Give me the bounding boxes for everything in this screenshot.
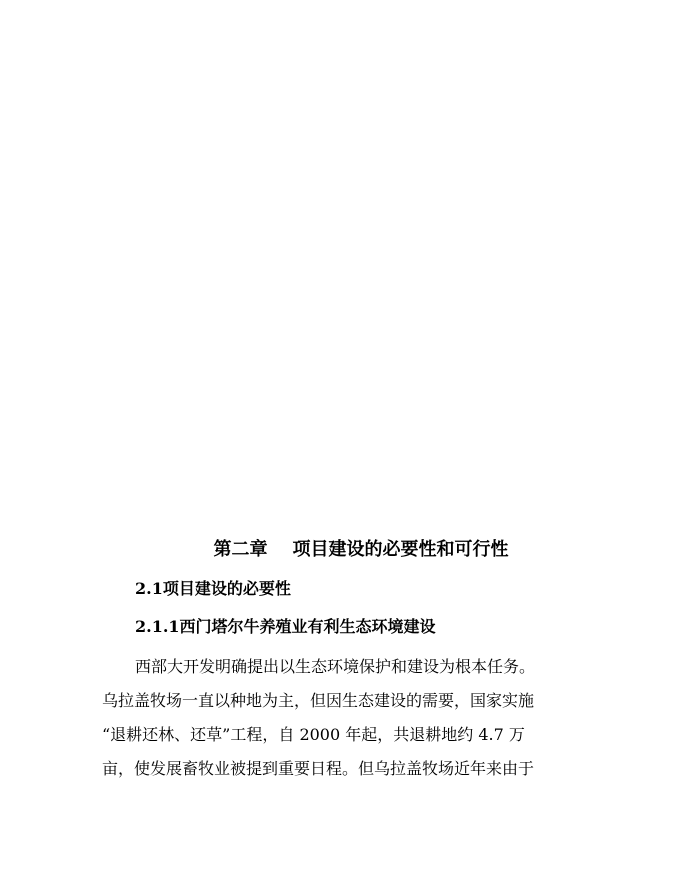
chapter-title: 第二章 项目建设的必要性和可行性 xyxy=(213,539,509,560)
paragraph-line: “退耕还林、还草”工程，自 2000 年起，共退耕地约 4.7 万 xyxy=(102,725,525,744)
paragraph-line: 西部大开发明确提出以生态环境保护和建设为根本任务。 xyxy=(135,657,536,676)
paragraph-line: 亩，使发展畜牧业被提到重要日程。但乌拉盖牧场近年来由于 xyxy=(102,759,535,778)
paragraph-line: 乌拉盖牧场一直以种地为主，但因生态建设的需要，国家实施 xyxy=(102,691,535,710)
body-paragraph xyxy=(102,650,582,786)
section-heading-2-1: 2.1项目建设的必要性 xyxy=(135,579,291,598)
section-heading-2-1-1: 2.1.1西门塔尔牛养殖业有利生态环境建设 xyxy=(135,617,436,636)
